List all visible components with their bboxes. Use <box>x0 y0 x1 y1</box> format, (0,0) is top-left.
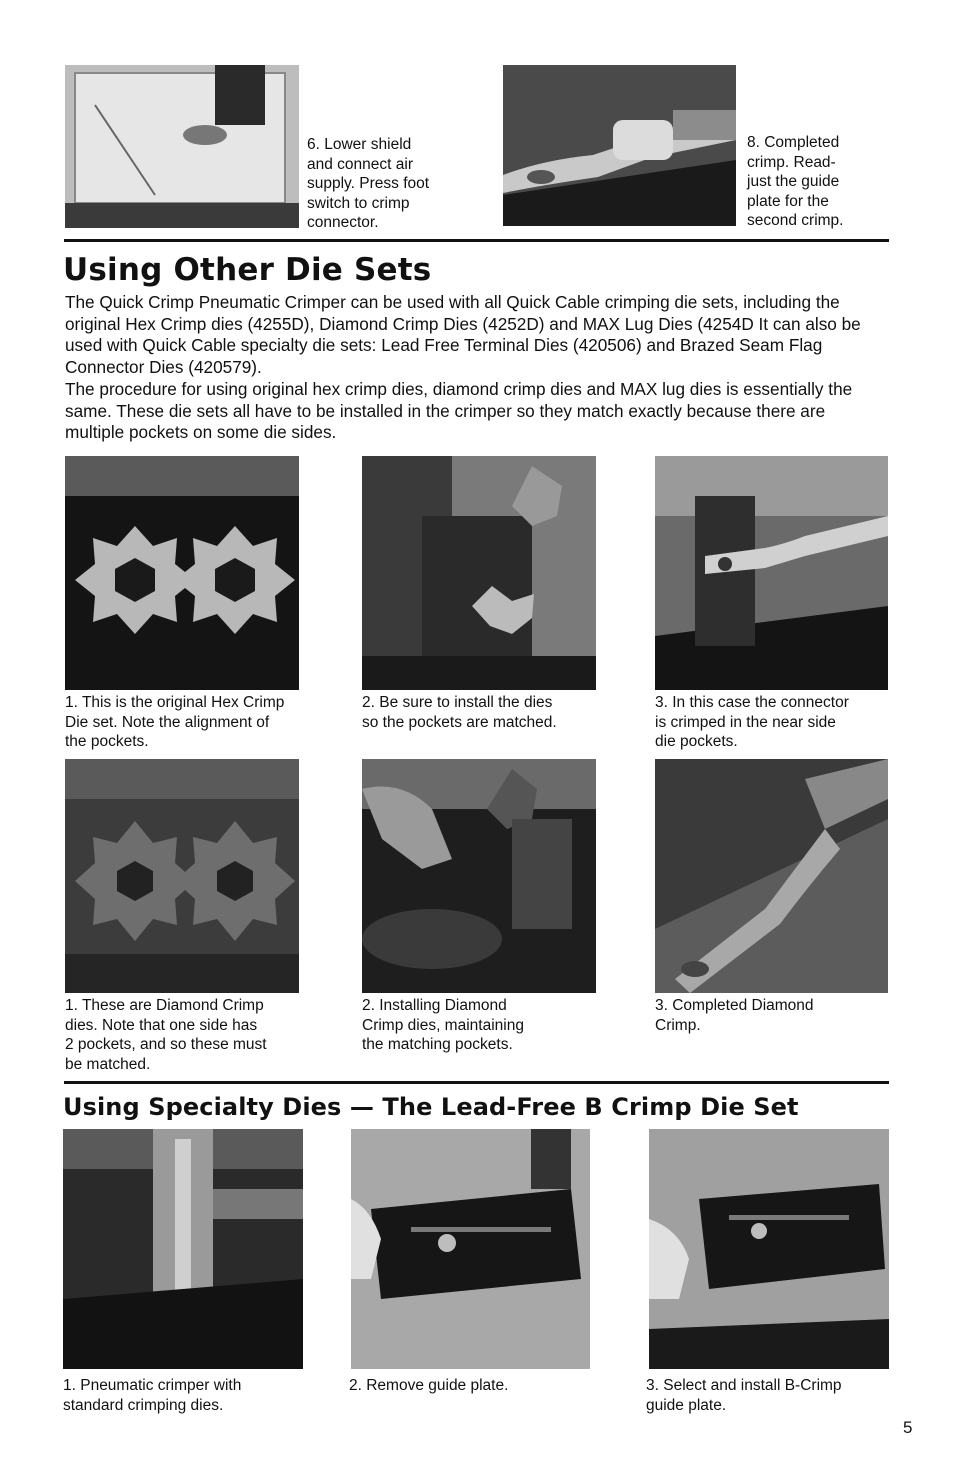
intro-paragraph-2: The procedure for using original hex crimp dies, diamond crimp dies and MAX lug dies is essentially the same. These die sets all have to be installed in the crimper so they match exactly because there are multiple pockets on some die sides. <box>65 378 853 443</box>
section-title-other-die-sets: Using Other Die Sets <box>63 252 432 288</box>
specialty-step-2-caption: 2. Remove guide plate. <box>349 1377 509 1394</box>
remove-guide-plate-photo <box>351 1129 590 1369</box>
intro-paragraph-1: The Quick Crimp Pneumatic Crimper can be used with all Quick Cable crimping die sets, including the original Hex Crimp dies (4255D), Diamond Crimp Dies (4252D) and MAX Lug Dies (4254D It can also be used with Quick Cable specialty die sets: Lead Free Terminal Dies (420506) and Brazed Seam Flag Connector Dies (420579). <box>65 292 861 378</box>
hex-step-1-caption: 1. This is the original Hex Crimp Die set. Note the alignment of the pockets. <box>65 694 285 750</box>
specialty-step-1-caption: 1. Pneumatic crimper with standard crimping dies. <box>63 1377 242 1414</box>
hex-step-3-caption: 3. In this case the connector is crimped in the near side die pockets. <box>655 694 849 750</box>
diamond-step-3-caption: 3. Completed Diamond Crimp. <box>655 997 814 1034</box>
completed-crimp-photo <box>503 65 736 226</box>
diamond-step-1-caption: 1. These are Diamond Crimp dies. Note that one side has 2 pockets, and so these must be matched. <box>65 997 267 1073</box>
hex-step-2-caption: 2. Be sure to install the dies so the pockets are matched. <box>362 694 557 731</box>
page-number: 5 <box>903 1418 913 1437</box>
specialty-step-3-caption: 3. Select and install B-Crimp guide plate. <box>646 1377 842 1414</box>
standard-dies-crimper-photo <box>63 1129 303 1369</box>
section-title-specialty-dies: Using Specialty Dies — The Lead-Free B Crimp Die Set <box>63 1093 799 1121</box>
diamond-dies-install-photo <box>362 759 596 993</box>
diamond-step-2-caption: 2. Installing Diamond Crimp dies, maintaining the matching pockets. <box>362 997 524 1053</box>
hex-die-set-photo <box>65 456 299 690</box>
hex-near-side-crimp-photo <box>655 456 888 690</box>
hex-dies-install-photo <box>362 456 596 690</box>
section-divider-1 <box>64 239 889 242</box>
diamond-die-set-photo <box>65 759 299 993</box>
completed-diamond-crimp-photo <box>655 759 888 993</box>
step-8-caption: 8. Completed crimp. Read- just the guide plate for the second crimp. <box>747 134 844 229</box>
install-bcrimp-guide-plate-photo <box>649 1129 889 1369</box>
step-6-caption: 6. Lower shield and connect air supply. Press foot switch to crimp connector. <box>307 136 430 231</box>
intro-text <box>65 292 865 444</box>
crimper-shield-photo <box>65 65 299 228</box>
section-divider-2 <box>64 1081 889 1084</box>
